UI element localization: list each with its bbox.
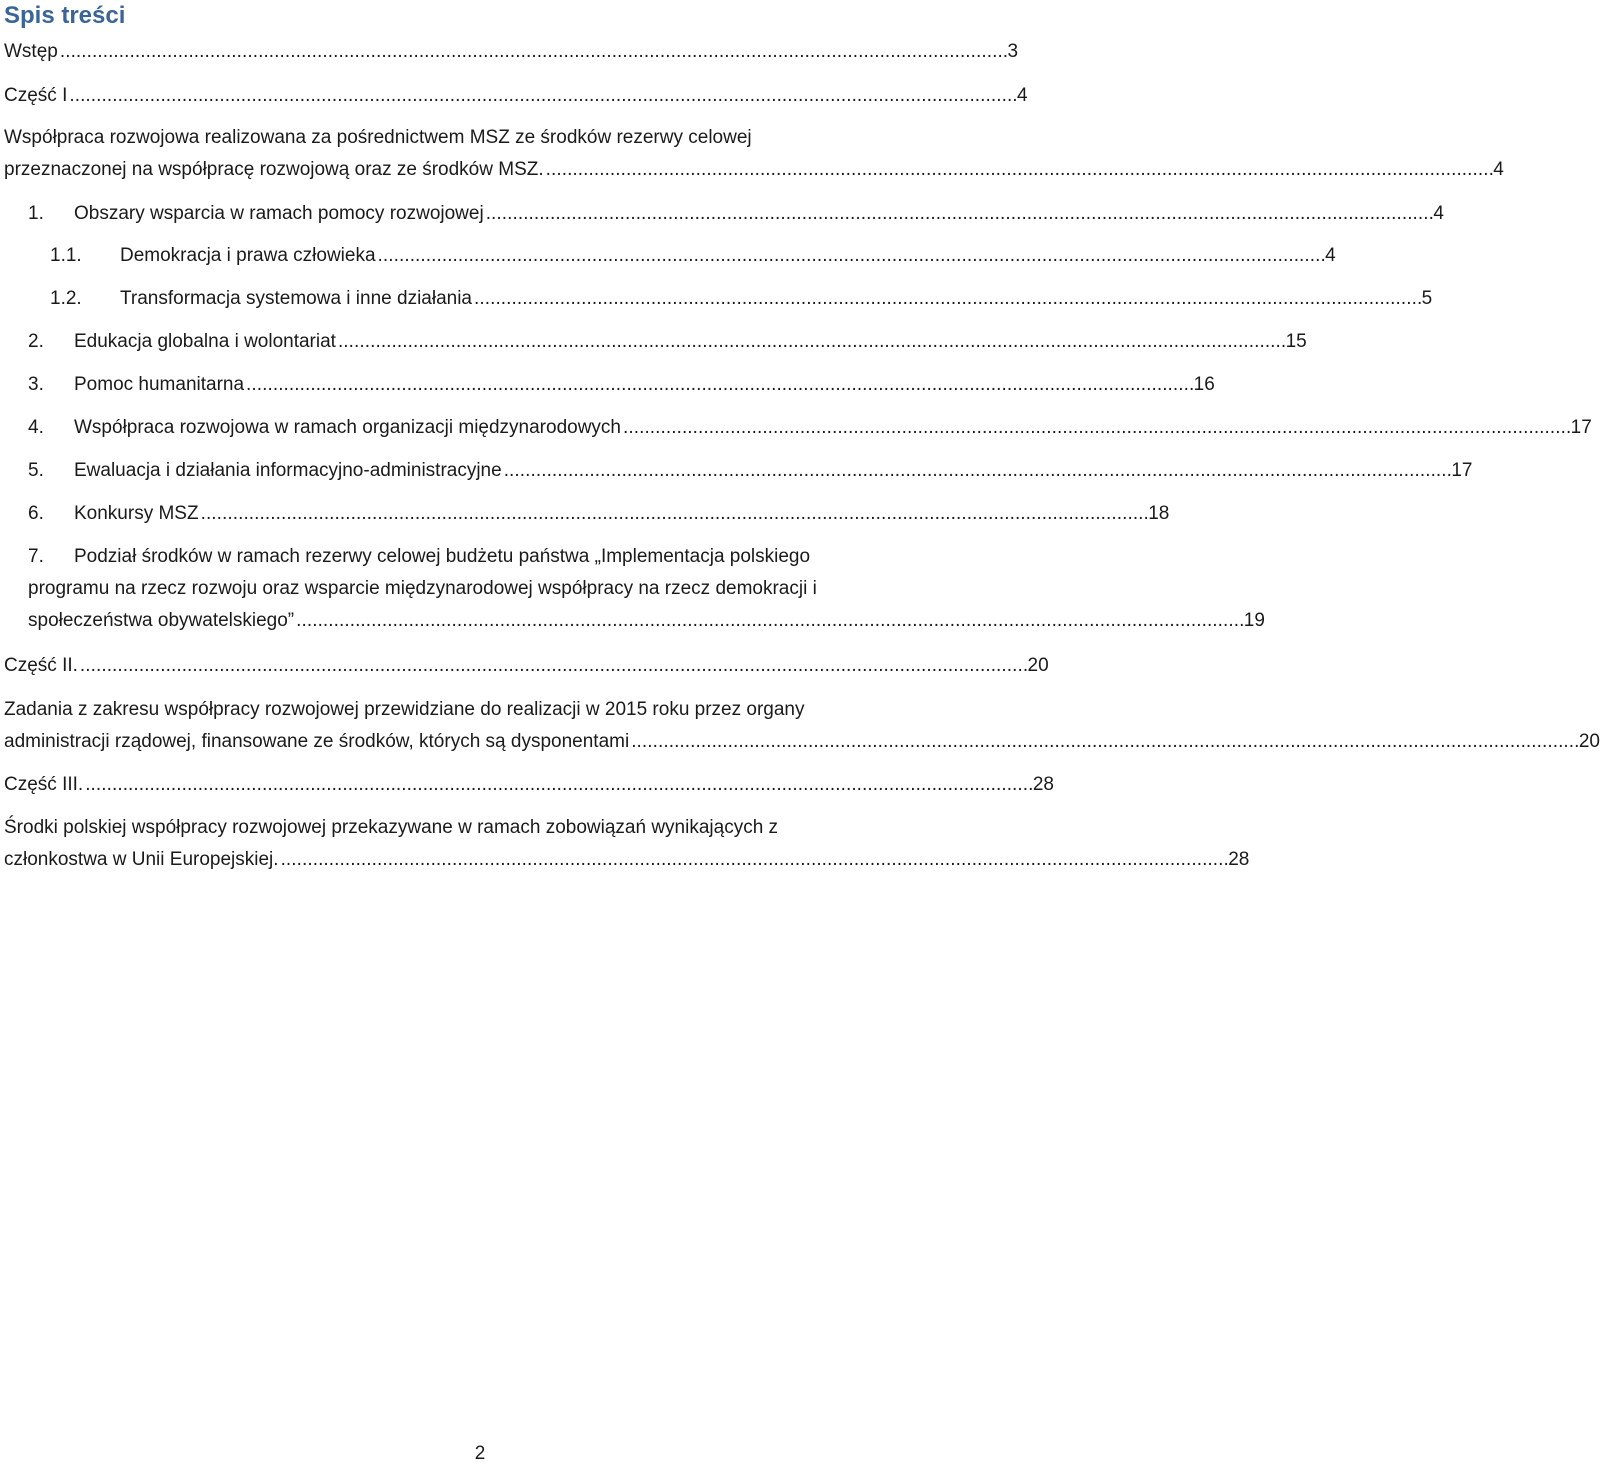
toc-entry-text: Współpraca rozwojowa w ramach organizacji międzynarodowych: [74, 417, 622, 438]
toc-entry-text: Obszary wsparcia w ramach pomocy rozwojowej: [74, 203, 484, 224]
toc-entry-srodki[interactable]: [4, 812, 1250, 876]
toc-entry-text: Transformacja systemowa i inne działania: [120, 288, 473, 309]
toc-leader-dots: [246, 369, 1192, 401]
toc-entry-text: Środki polskiej współpracy rozwojowej przekazywane w ramach zobowiązań wynikających z: [4, 817, 779, 838]
toc-page-number: 28: [1032, 774, 1054, 795]
toc-entry-1-1[interactable]: [50, 240, 1336, 272]
toc-leader-dots: [296, 605, 1242, 637]
toc-page-number: 3: [1007, 41, 1019, 62]
toc-leader-dots: [60, 36, 1006, 68]
toc-entry-text: Zadania z zakresu współpracy rozwojowej przewidziane do realizacji w 2015 roku przez organy: [4, 699, 805, 720]
toc-entry-text: społeczeństwa obywatelskiego”: [28, 610, 295, 631]
toc-entry-number: 1.1.: [50, 245, 82, 266]
toc-entry-6[interactable]: [28, 498, 1170, 530]
toc-entry-wstep[interactable]: [4, 36, 1019, 68]
toc-title: Spis treści: [4, 2, 126, 29]
toc-entry-text: Część III.: [4, 774, 84, 795]
toc-page-number: 4: [1493, 159, 1504, 180]
toc-entry-text: Konkursy MSZ: [74, 503, 199, 524]
toc-entry-1[interactable]: [28, 198, 1444, 230]
toc-leader-dots: [631, 726, 1577, 758]
toc-page-number: 15: [1285, 331, 1307, 352]
toc-entry-czesc-3[interactable]: [4, 769, 1054, 801]
toc-entry-text: programu na rzecz rozwoju oraz wsparcie międzynarodowej współpracy na rzecz demokracji i: [28, 578, 817, 599]
toc-entry-5[interactable]: [28, 455, 1473, 487]
toc-entry-czesc-1[interactable]: [4, 80, 1028, 112]
toc-leader-dots: [201, 498, 1147, 530]
toc-entry-number: 5.: [28, 460, 44, 481]
toc-entry-wspolpraca-msz[interactable]: [4, 122, 1504, 186]
toc-entry-number: 6.: [28, 503, 44, 524]
toc-page-number: 18: [1148, 503, 1170, 524]
toc-entry-text: Część I: [4, 85, 68, 106]
toc-entry-1-2[interactable]: [50, 283, 1433, 315]
toc-entry-2[interactable]: [28, 326, 1307, 358]
toc-entry-text: Pomoc humanitarna: [74, 374, 245, 395]
toc-entry-text: Demokracja i prawa człowieka: [120, 245, 376, 266]
toc-entry-text: przeznaczonej na współpracę rozwojową oraz ze środków MSZ.: [4, 159, 544, 180]
toc-leader-dots: [504, 455, 1450, 487]
toc-entry-text: Ewaluacja i działania informacyjno-administracyjne: [74, 460, 502, 481]
toc-entry-text: członkostwa w Unii Europejskiej.: [4, 849, 279, 870]
toc-page-number: 5: [1421, 288, 1433, 309]
toc-entry-text: Edukacja globalna i wolontariat: [74, 331, 336, 352]
toc-page-number: 20: [1027, 655, 1049, 676]
toc-page-number: 20: [1578, 731, 1600, 752]
toc-page-number: 4: [1016, 85, 1028, 106]
toc-entry-4[interactable]: [28, 412, 1592, 444]
toc-page-number: 17: [1570, 417, 1592, 438]
toc-entry-text: Podział środków w ramach rezerwy celowej budżetu państwa „Implementacja polskiego: [74, 546, 811, 567]
toc-leader-dots: [80, 650, 1026, 682]
toc-entry-text: Wstęp: [4, 41, 58, 62]
toc-entry-number: 1.2.: [50, 288, 82, 309]
toc-page-number: 28: [1228, 849, 1250, 870]
toc-leader-dots: [338, 326, 1284, 358]
toc-entry-text: administracji rządowej, finansowane ze środków, których są dysponentami: [4, 731, 630, 752]
toc-entry-number: 2.: [28, 331, 44, 352]
toc-page-number: 19: [1243, 610, 1265, 631]
toc-entry-zadania[interactable]: [4, 694, 1600, 758]
toc-leader-dots: [281, 844, 1227, 876]
toc-entry-czesc-2[interactable]: [4, 650, 1049, 682]
toc-page-number: 17: [1451, 460, 1473, 481]
toc-leader-dots: [486, 198, 1432, 230]
toc-entry-number: 1.: [28, 203, 44, 224]
toc-entry-number: 3.: [28, 374, 44, 395]
toc-entry-number: 4.: [28, 417, 44, 438]
toc-page-number: 4: [1433, 203, 1444, 224]
toc-page-number: 16: [1193, 374, 1215, 395]
toc-entry-7[interactable]: [28, 541, 1265, 637]
toc-page-number: 4: [1325, 245, 1336, 266]
toc-leader-dots: [623, 412, 1569, 444]
toc-entry-text: Część II.: [4, 655, 78, 676]
toc-leader-dots: [378, 240, 1324, 272]
toc-leader-dots: [546, 154, 1492, 186]
toc-entry-3[interactable]: [28, 369, 1215, 401]
toc-leader-dots: [69, 80, 1015, 112]
footer-page-number: 2: [474, 1443, 486, 1464]
toc-entry-text: Współpraca rozwojowa realizowana za pośrednictwem MSZ ze środków rezerwy celowej: [4, 127, 752, 148]
toc-entry-number: 7.: [28, 546, 44, 567]
toc-leader-dots: [85, 769, 1031, 801]
toc-leader-dots: [474, 283, 1420, 315]
